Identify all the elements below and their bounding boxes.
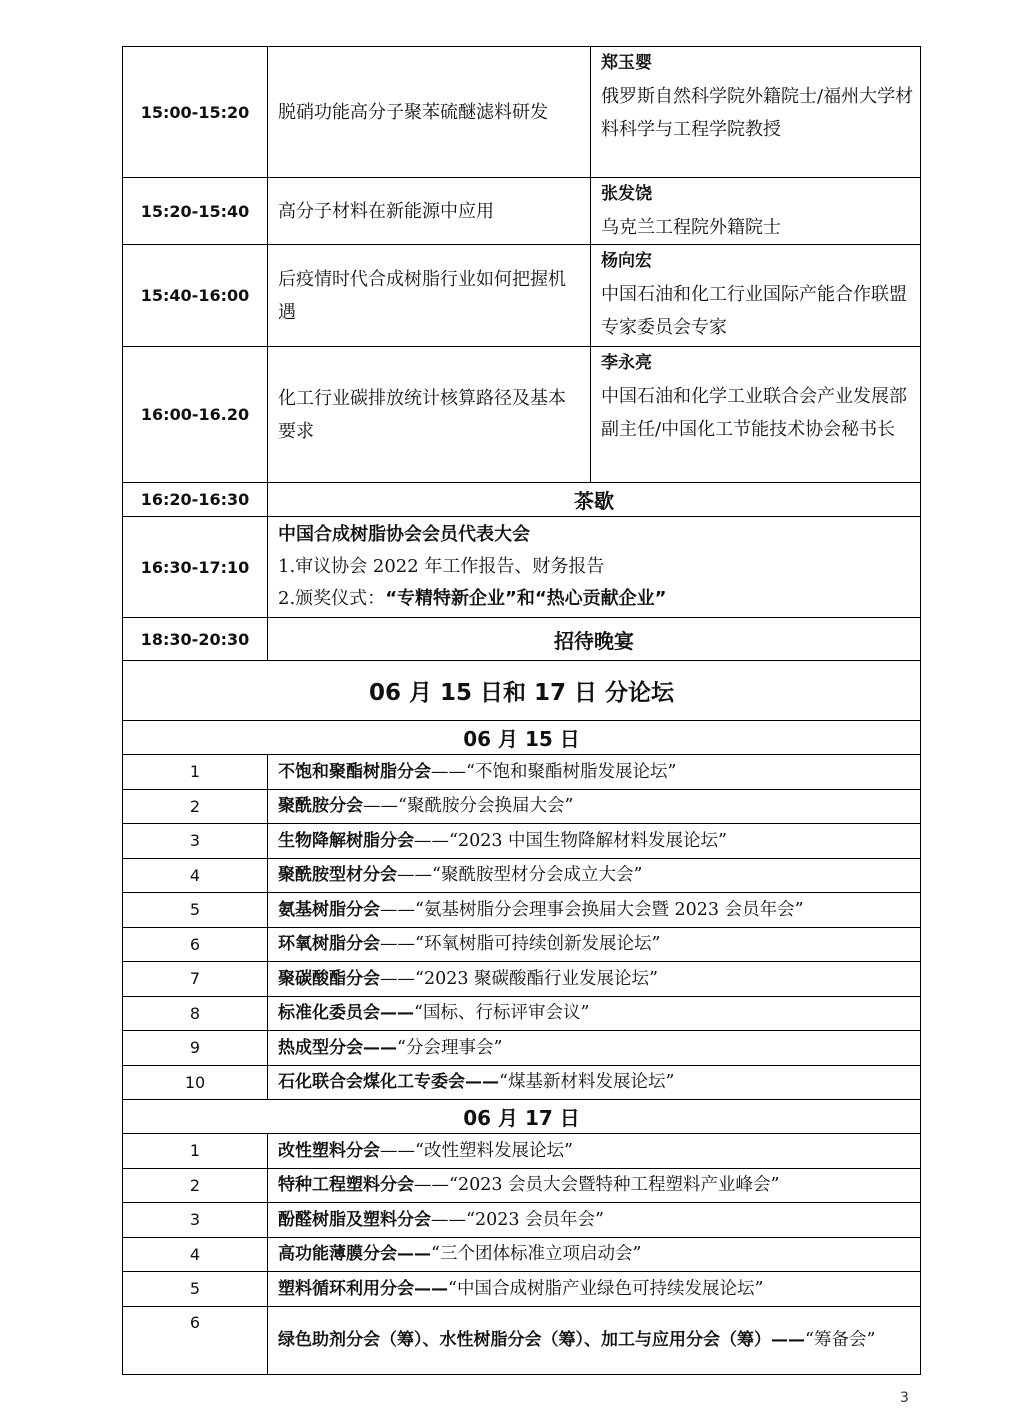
forum-number: 6 [123,1306,268,1374]
forum-text [268,962,921,997]
forum-name: “2023 聚碳酸酯行业发展论坛” [415,968,658,989]
forum-name: “不饱和聚酯树脂发展论坛” [466,761,677,782]
day17-title: 06 月 17 日 [123,1100,921,1134]
forum-name: “三个团体标准立项启动会” [431,1244,642,1265]
speaker-title: 中国石油和化学工业联合会产业发展部副主任/中国化工节能技术协会秘书长 [601,386,907,440]
forum-row [123,996,921,1031]
forum-name: “2023 会员大会暨特种工程塑料产业峰会” [449,1175,780,1196]
forum-text [268,1203,921,1238]
forum-text [268,1237,921,1272]
forum-organizer: 不饱和聚酯树脂分会 [278,761,431,782]
talk-row [123,245,921,347]
forum-number: 1 [123,1134,268,1169]
forum-text [268,789,921,824]
forum-organizer: 标准化委员会—— [278,1003,414,1024]
forum-name: “改性塑料发展论坛” [415,1140,573,1161]
forum-number: 8 [123,996,268,1031]
forum-organizer: 热成型分会—— [278,1037,397,1058]
forum-row [123,893,921,928]
forum-text [268,996,921,1031]
speaker-title: 乌克兰工程院外籍院士 [601,217,781,238]
day-header-row [123,721,921,755]
assembly-item-prefix: 2.颁奖仪式： [278,588,386,609]
forum-number: 1 [123,755,268,790]
forum-row [123,1065,921,1100]
forum-organizer: 塑料循环利用分会—— [278,1278,448,1299]
banquet-time: 18:30-20:30 [123,618,268,661]
forum-number: 3 [123,824,268,859]
forum-row [123,927,921,962]
forum-name: “分会理事会” [397,1037,503,1058]
forum-name: “筹备会” [805,1330,876,1350]
forum-text [268,824,921,859]
forum-text [268,1134,921,1169]
forum-row [123,1272,921,1307]
forum-organizer: 特种工程塑料分会 [278,1175,414,1196]
forum-number: 4 [123,1237,268,1272]
speaker-name: 李永亮 [601,353,652,373]
speaker-name: 张发饶 [601,184,652,204]
forum-text [268,858,921,893]
forum-text [268,1272,921,1307]
schedule-table [122,46,921,1375]
speaker-name: 郑玉婴 [601,53,652,73]
forum-text [268,1031,921,1066]
talk-row [123,47,921,178]
forum-row [123,1306,921,1374]
forum-number: 4 [123,858,268,893]
talk-row [123,347,921,483]
forum-name: “氨基树脂分会理事会换届大会暨 2023 会员年会” [415,899,804,920]
forum-number: 2 [123,789,268,824]
talk-time: 16:00-16.20 [123,347,268,483]
forum-organizer: 高功能薄膜分会—— [278,1244,431,1265]
tea-break-time: 16:20-16:30 [123,483,268,517]
assembly-time: 16:30-17:10 [123,517,268,618]
forum-name: “中国合成树脂产业绿色可持续发展论坛” [448,1278,764,1299]
forum-number: 9 [123,1031,268,1066]
forum-row [123,1134,921,1169]
forum-organizer: 石化联合会煤化工专委会—— [278,1072,499,1093]
forum-name: “国标、行标评审会议” [414,1003,590,1024]
forum-row [123,1031,921,1066]
forum-organizer: 环氧树脂分会 [278,934,380,955]
forum-dash: —— [380,968,415,989]
page-number: 3 [900,1390,909,1406]
day17-forums [123,1134,921,1375]
forum-name: “聚酰胺分会换届大会” [398,796,574,817]
tea-break-row [123,483,921,517]
forum-number: 6 [123,927,268,962]
forum-dash: —— [431,761,466,782]
talk-speaker-cell [591,347,921,483]
forum-row [123,824,921,859]
speaker-title: 俄罗斯自然科学院外籍院士/福州大学材料科学与工程学院教授 [601,86,914,140]
forum-dash: —— [380,934,415,955]
talk-topic: 脱硝功能高分子聚苯硫醚滤料研发 [268,47,591,178]
speaker-title: 中国石油和化工行业国际产能合作联盟专家委员会专家 [601,284,907,338]
forum-dash: —— [397,865,432,886]
forum-row [123,1237,921,1272]
talk-topic: 化工行业碳排放统计核算路径及基本要求 [268,347,591,483]
forum-organizer: 氨基树脂分会 [278,899,380,920]
forum-row [123,1203,921,1238]
forum-text [268,755,921,790]
tea-break-label: 茶歇 [268,483,921,517]
forum-dash: —— [380,899,415,920]
forum-organizer: 聚碳酸酯分会 [278,968,380,989]
assembly-title: 中国合成树脂协会会员代表大会 [278,524,530,545]
forums-title: 06 月 15 日和 17 日 分论坛 [123,661,921,721]
forum-organizer: 聚酰胺分会 [278,796,363,817]
talk-row [123,178,921,245]
day-header-row [123,1100,921,1134]
day15-title: 06 月 15 日 [123,721,921,755]
forum-row [123,1168,921,1203]
talk-speaker-cell [591,245,921,347]
forum-dash: —— [363,796,398,817]
forum-text [268,927,921,962]
forum-name: “聚酰胺型材分会成立大会” [432,865,643,886]
forum-text [268,1065,921,1100]
assembly-cell [268,517,921,618]
forum-organizer: 改性塑料分会 [278,1140,380,1161]
forum-text [268,1168,921,1203]
forum-organizer: 绿色助剂分会（筹）、水性树脂分会（筹）、加工与应用分会（筹）—— [278,1330,805,1350]
forum-number: 5 [123,1272,268,1307]
talk-topic: 后疫情时代合成树脂行业如何把握机遇 [268,245,591,347]
forum-number: 10 [123,1065,268,1100]
forum-row [123,962,921,997]
talk-speaker-cell [591,178,921,245]
forum-text [268,1306,921,1374]
banquet-label: 招待晚宴 [268,618,921,661]
assembly-item-awards: “专精特新企业”和“热心贡献企业” [385,588,667,609]
talk-speaker-cell [591,47,921,178]
assembly-item [278,583,912,615]
talk-time: 15:00-15:20 [123,47,268,178]
forum-row [123,858,921,893]
forum-organizer: 聚酰胺型材分会 [278,865,397,886]
forum-name: “环氧树脂可持续创新发展论坛” [415,934,661,955]
speaker-name: 杨向宏 [601,251,652,271]
assembly-item: 1.审议协会 2022 年工作报告、财务报告 [278,556,605,577]
forum-number: 7 [123,962,268,997]
forum-organizer: 生物降解树脂分会 [278,830,414,851]
forum-dash: —— [431,1209,466,1230]
forum-row [123,755,921,790]
forum-dash: —— [414,1175,449,1196]
forum-number: 5 [123,893,268,928]
forum-number: 3 [123,1203,268,1238]
forum-dash: —— [414,830,449,851]
forum-text [268,893,921,928]
forum-name: “2023 中国生物降解材料发展论坛” [449,830,727,851]
forum-row [123,789,921,824]
forum-number: 2 [123,1168,268,1203]
assembly-row [123,517,921,618]
talk-time: 15:40-16:00 [123,245,268,347]
banquet-row [123,618,921,661]
day15-forums [123,755,921,1100]
talk-time: 15:20-15:40 [123,178,268,245]
forum-dash: —— [380,1140,415,1161]
forum-name: “2023 会员年会” [466,1209,604,1230]
forums-title-row [123,661,921,721]
forum-name: “煤基新材料发展论坛” [499,1072,675,1093]
talk-topic: 高分子材料在新能源中应用 [268,178,591,245]
forum-organizer: 酚醛树脂及塑料分会 [278,1209,431,1230]
